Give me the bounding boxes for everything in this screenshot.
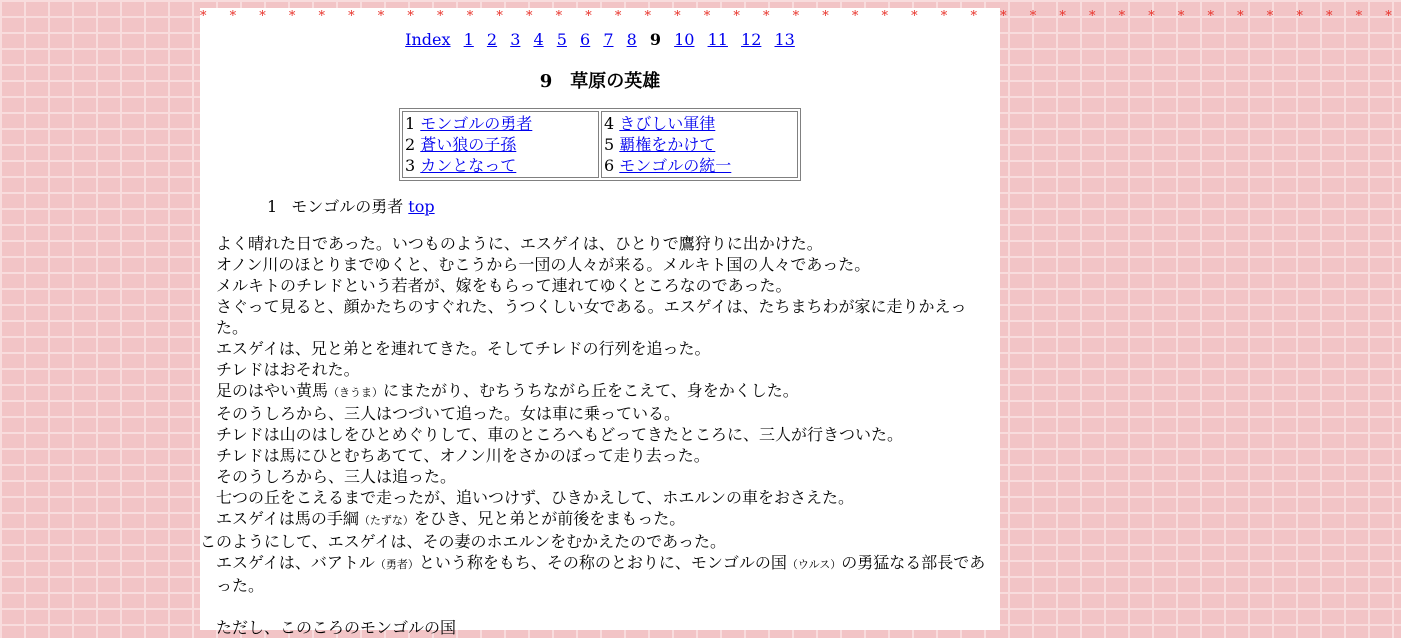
section-title: モンゴルの勇者 — [291, 197, 404, 216]
toc-item-number: 5 — [604, 135, 615, 154]
page-navigation — [200, 30, 1000, 50]
toc-item-number: 1 — [405, 114, 416, 133]
toc-item — [604, 134, 795, 155]
paragraph: ただし、このころのモンゴルの国 — [216, 618, 457, 637]
paragraph: オノン川のほとりまでゆくと、むこうから一団の人々が来る。メルキト国の人々であった。 — [216, 255, 871, 274]
toc-item-number: 2 — [405, 135, 416, 154]
toc-link[interactable]: 覇権をかけて — [619, 135, 716, 154]
toc-link[interactable]: 蒼い狼の子孫 — [420, 135, 517, 154]
toc-link[interactable]: きびしい軍律 — [619, 114, 716, 133]
nav-page-link[interactable]: 8 — [626, 30, 637, 49]
nav-page-link[interactable]: 10 — [674, 30, 695, 49]
toc-item-number: 3 — [405, 156, 416, 175]
reading-note: （ウルス） — [786, 558, 842, 571]
nav-page-link[interactable]: 1 — [463, 30, 474, 49]
top-link[interactable]: top — [408, 197, 435, 216]
reading-note: （たずな） — [358, 514, 414, 527]
toc-item — [405, 113, 596, 134]
paragraph — [200, 380, 996, 403]
paragraph — [200, 508, 996, 531]
toc-column-left — [402, 111, 599, 178]
nav-page-link[interactable]: 4 — [533, 30, 544, 49]
toc-item — [405, 155, 596, 176]
reading-note: （きうま） — [328, 386, 384, 399]
paragraph-text: 足のはやい黄馬 — [216, 381, 329, 400]
section-heading — [267, 194, 1000, 216]
paragraph-text: エスゲイは、バアトル — [216, 553, 375, 572]
paragraph: このようにして、エスゲイは、その妻のホエルンをむかえたのであった。 — [200, 532, 727, 551]
paragraph: よく晴れた日であった。いつものように、エスゲイは、ひとりで鷹狩りに出かけた。 — [216, 234, 823, 253]
nav-page-link[interactable]: 13 — [774, 30, 795, 49]
paragraph: チレドはおそれた。 — [216, 360, 360, 379]
nav-page-link[interactable]: 3 — [510, 30, 521, 49]
toc-link[interactable]: カンとなって — [420, 156, 517, 175]
nav-page-link[interactable]: 7 — [603, 30, 614, 49]
nav-page-link[interactable]: 5 — [556, 30, 567, 49]
toc-item-number: 4 — [604, 114, 615, 133]
toc-item — [604, 113, 795, 134]
paragraph: チレドは山のはしをひとめぐりして、車のところへもどってきたところに、三人が行きついた。 — [216, 425, 904, 444]
toc-column-right — [601, 111, 798, 178]
section-number: 1 — [267, 197, 278, 216]
paragraph: そのうしろから、三人は追った。 — [216, 467, 457, 486]
nav-page-link[interactable]: 6 — [580, 30, 591, 49]
nav-current-page: 9 — [649, 30, 662, 49]
paragraph: エスゲイは、兄と弟とを連れてきた。そしてチレドの行列を追った。 — [216, 339, 711, 358]
paragraph: チレドは馬にひとむちあてて、オノン川をさかのぼって走り去った。 — [216, 446, 710, 465]
story-text — [200, 233, 1000, 638]
nav-page-link[interactable]: 12 — [741, 30, 762, 49]
paragraph-text: にまたがり、むちうちながら丘をこえて、身をかくした。 — [383, 381, 799, 400]
page-content — [200, 8, 1401, 637]
paragraph-text: という称をもち、その称のとおりに、モンゴルの国 — [418, 553, 787, 572]
chapter-title: 9 草原の英雄 — [539, 71, 661, 92]
paragraph: そのうしろから、三人はつづいて追った。女は車に乗っている。 — [216, 404, 681, 423]
nav-page-link[interactable]: 11 — [707, 30, 728, 49]
toc-link[interactable]: モンゴルの統一 — [619, 156, 732, 175]
paragraph — [200, 552, 996, 596]
paragraph: メルキトのチレドという若者が、嫁をもらって連れてゆくところなのであった。 — [216, 276, 792, 295]
paragraph-text: の勇猛なる部長であった。 — [216, 553, 986, 595]
paragraph-text: エスゲイは馬の手綱 — [216, 509, 359, 528]
toc-link[interactable]: モンゴルの勇者 — [420, 114, 533, 133]
nav-index-link[interactable]: Index — [405, 30, 451, 49]
paragraph: さぐって見ると、顔かたちのすぐれた、うつくしい女である。エスゲイは、たちまちわが家に走りかえった。 — [216, 297, 967, 337]
star-divider: * * * * * * * * * * * * * * * * * * * * * * * * * * * * * * * * * * * * * * * * * — [200, 9, 1401, 24]
toc-item — [405, 134, 596, 155]
toc-item — [604, 155, 795, 176]
toc-item-number: 6 — [604, 156, 615, 175]
paragraph-text: をひき、兄と弟とが前後をまもった。 — [413, 509, 686, 528]
nav-page-link[interactable]: 2 — [486, 30, 498, 49]
reading-note: （勇者） — [374, 558, 419, 571]
table-of-contents — [399, 108, 801, 181]
paragraph: 七つの丘をこえるまで走ったが、追いつけず、ひきかえして、ホエルンの車をおさえた。 — [216, 488, 855, 507]
